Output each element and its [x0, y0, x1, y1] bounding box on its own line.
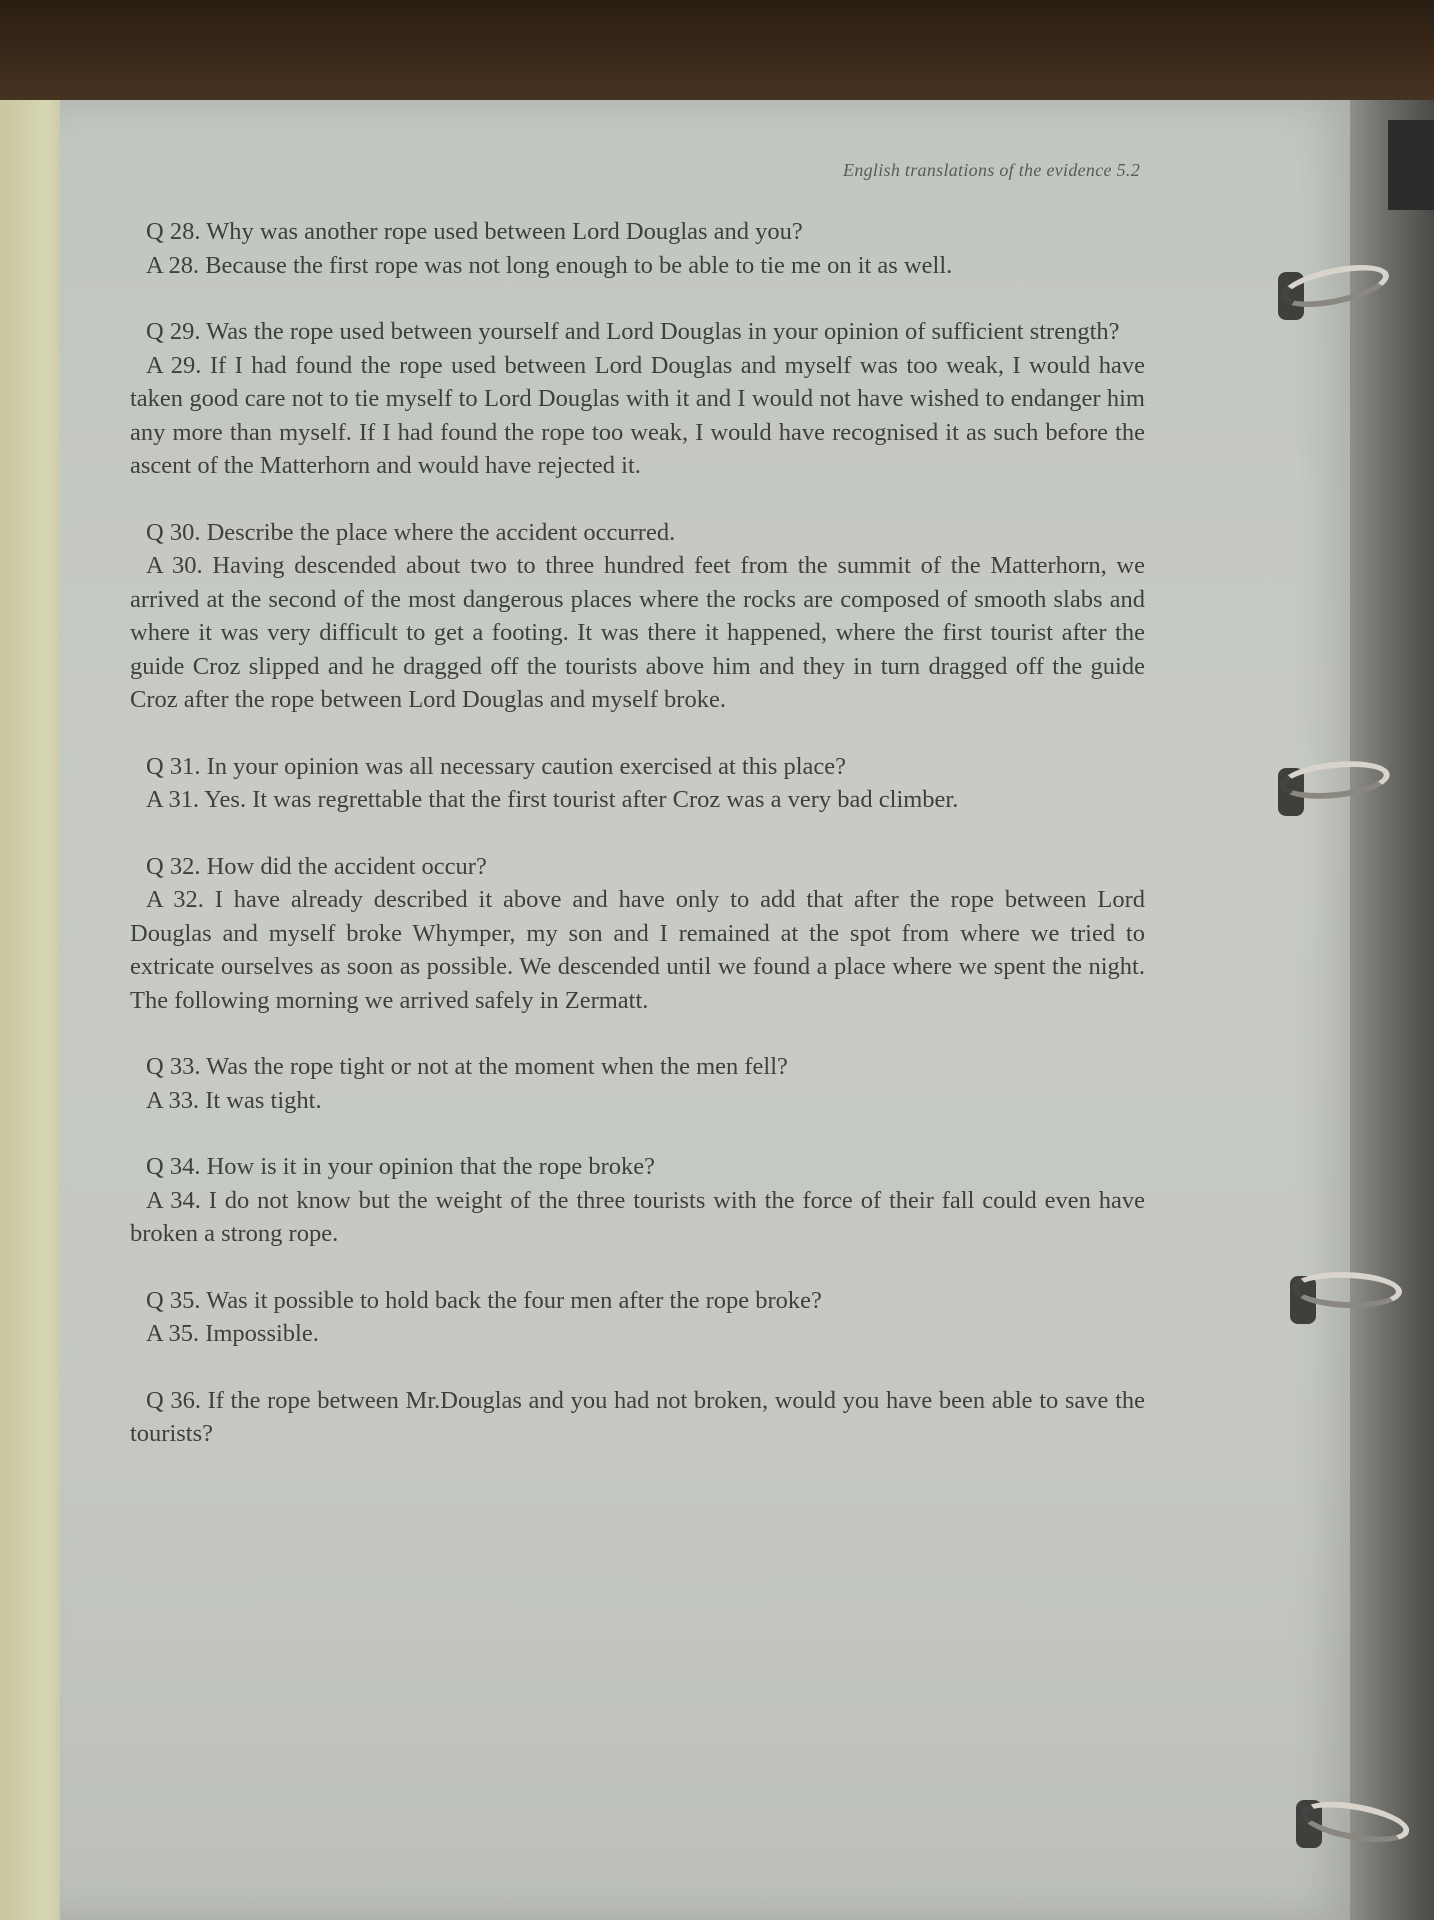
document-body	[130, 215, 1145, 1484]
answer: A 29. If I had found the rope used between Lord Douglas and myself was too weak, I would have taken good care not to tie myself to Lord Douglas with it and I would not have wished to endanger him any more than myself. If I had found the rope too weak, I would have recognised it as such before the ascent of the Matterhorn and would have rejected it.	[130, 351, 1145, 479]
qa-item	[130, 850, 1145, 1018]
qa-item	[130, 516, 1145, 717]
running-header: English translations of the evidence 5.2	[843, 160, 1140, 180]
answer: A 33. It was tight.	[146, 1086, 322, 1114]
qa-item	[130, 1050, 1145, 1117]
qa-item	[130, 750, 1145, 817]
answer: A 28. Because the first rope was not long enough to be able to tie me on it as well.	[146, 251, 953, 279]
question: Q 28. Why was another rope used between Lord Douglas and you?	[146, 218, 803, 245]
question: Q 31. In your opinion was all necessary caution exercised at this place?	[146, 752, 847, 780]
binder-spine	[1350, 100, 1434, 1920]
answer: A 34. I do not know but the weight of the three tourists with the force of their fall could even have broken a strong rope.	[130, 1186, 1145, 1247]
question: Q 36. If the rope between Mr.Douglas and you had not broken, would you have been able to save the tourists?	[130, 1386, 1145, 1447]
answer: A 35. Impossible.	[146, 1320, 319, 1347]
question: Q 30. Describe the place where the accident occurred.	[146, 518, 676, 546]
question: Q 35. Was it possible to hold back the four men after the rope broke?	[146, 1286, 822, 1314]
question: Q 32. How did the accident occur?	[146, 852, 487, 880]
qa-item	[130, 1384, 1145, 1451]
answer: A 31. Yes. It was regrettable that the first tourist after Croz was a very bad climber.	[146, 786, 959, 813]
question: Q 34. How is it in your opinion that the rope broke?	[146, 1153, 655, 1180]
qa-item	[130, 215, 1145, 282]
question: Q 29. Was the rope used between yourself and Lord Douglas in your opinion of sufficient strength?	[146, 318, 1120, 345]
answer: A 30. Having descended about two to three hundred feet from the summit of the Matterhorn, we arrived at the second of the most dangerous places where the rocks are composed of smooth slabs and where it was very difficult to get a footing. It was there it happened, where the first tourist after the guide Croz slipped and he dragged off the tourists above him and they in turn dragged off the guide Croz after the rope between Lord Douglas and myself broke.	[130, 552, 1145, 713]
qa-item	[130, 1284, 1145, 1351]
answer: A 32. I have already described it above and have only to add that after the rope between Lord Douglas and myself broke Whymper, my son and I remained at the spot from where we tried to extricate ourselves as soon as possible. We descended until we found a place where we spent the night. The following morning we arrived safely in Zermatt.	[130, 886, 1145, 1014]
binder-tab	[1388, 120, 1434, 210]
question: Q 33. Was the rope tight or not at the moment when the men fell?	[146, 1053, 788, 1080]
qa-item	[130, 1150, 1145, 1251]
qa-item	[130, 315, 1145, 483]
